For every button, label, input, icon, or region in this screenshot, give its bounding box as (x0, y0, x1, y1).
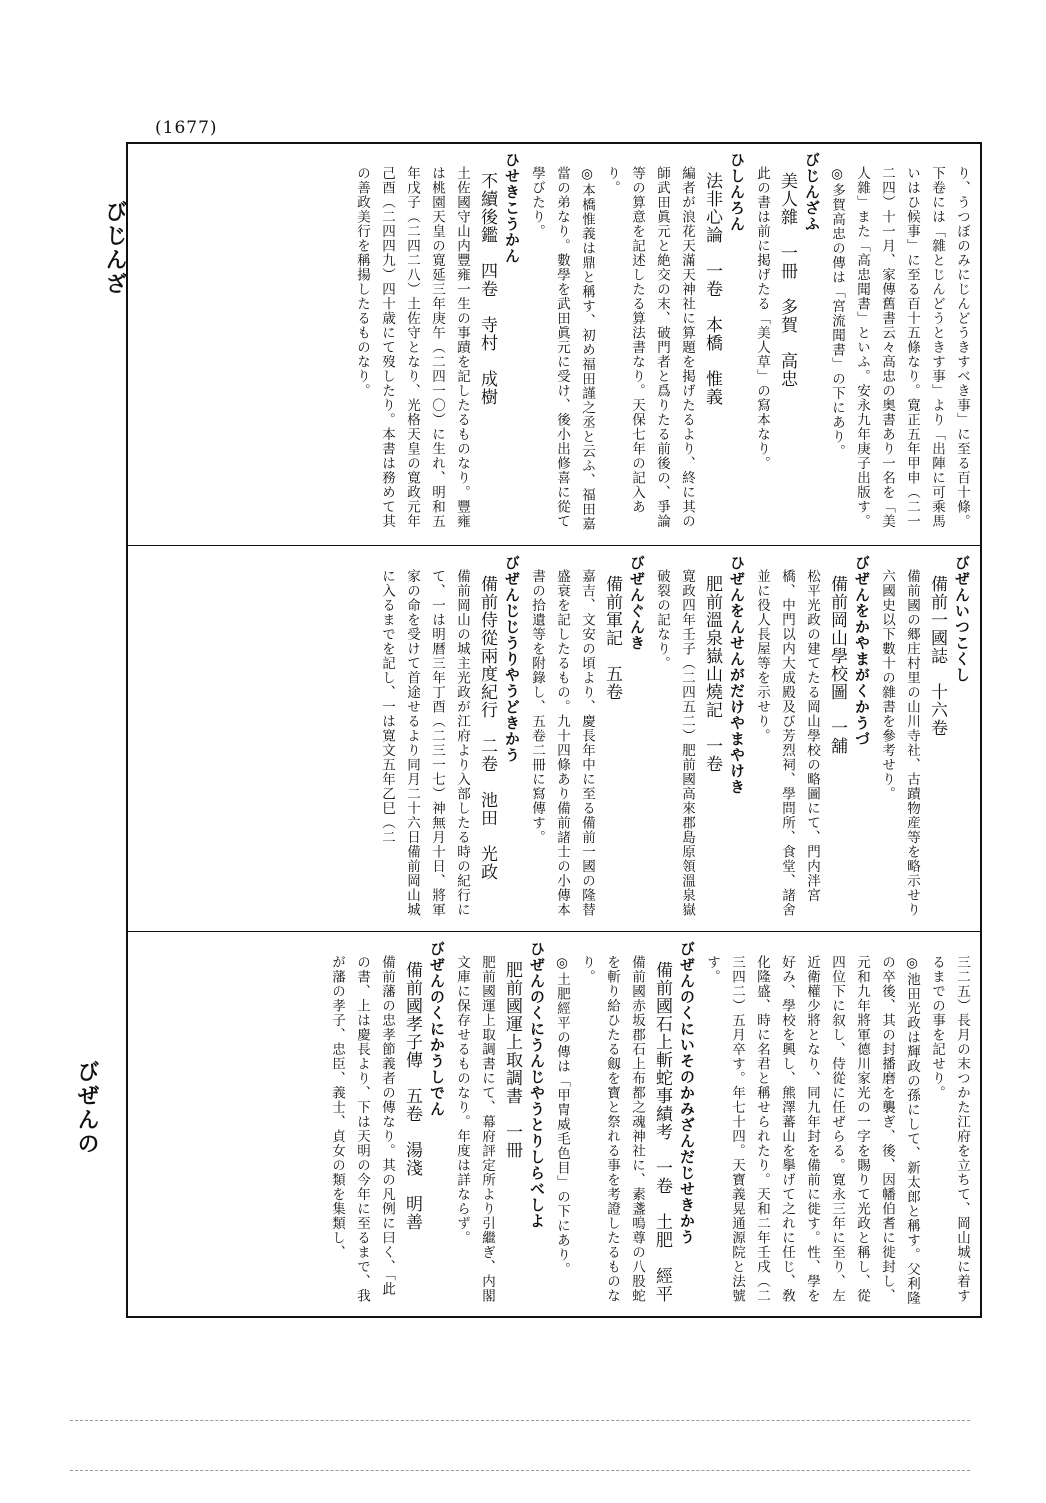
band3-head-6: ひぜんのくにうんじやうとりしらべしよ (528, 941, 546, 1229)
band1-title-3: 美人雜 一冊 多賀 高忠 (777, 172, 797, 389)
band-2-text (374, 555, 974, 922)
band2-text-14: 備前岡山の城主光政が江府より入部したる時の紀行にて、一は明暦三年丁酉（二三一七）神無月十日、將軍家の命を受けて首途せるより同月二十六日備前岡山城に入るまでを記し、一は寛文五年乙巳（二 (379, 568, 470, 917)
band1-text-1: ◎多賀高忠の傳は「宮流聞書」の下にあり。 (829, 165, 845, 458)
band3-title-10: 備前國孝子傳 五卷 湯淺 明善 (402, 961, 422, 1232)
band1-text-8: ◎本橋惟義は鼎と稱す、初め福田謹之丞と云ふ、福田嘉當の弟なり。數學を武田眞元に受け、後小出修喜に從て學びたり。 (529, 165, 595, 531)
band1-head-9: ひせきこうかん (503, 152, 521, 264)
band1-text-11: 土佐國守山内豐雍一生の事蹟を記したるものなり。豐雍は桃園天皇の寛延三年庚午（二四一〇）に生れ、明和五年戊子（二四二八）土佐守となり、光格天皇の寛政元年己酉（二四四九）四十歳にて歿したり。本書は務めて其の善政美行を稱揚したるものなり。 (354, 165, 470, 528)
band2-head-3: びぜんをかやまがくかうづ (853, 555, 871, 747)
entry-band-2 (128, 547, 980, 930)
band1-head-2: びじんざふ (803, 152, 821, 232)
band3-head-2: びぜんのくにいそのかみざんだじせきかう (678, 941, 696, 1245)
band3-title-3: 備前國石上斬蛇事績考 一卷 土肥 經平 (652, 961, 672, 1304)
band2-text-8: 寛政四年壬子（二四五二）肥前國高來郡島原領溫泉嶽破裂の記なり。 (654, 568, 695, 917)
entry-band-1 (128, 144, 980, 544)
band1-text-7: 編者が浪花天滿天神社に算題を掲げたるより、終に其の師武田眞元と絶交の末、破門者と爲りたる前後の、爭論等の算意を記述したる算法書なり。天保七年の記入あり。 (604, 165, 695, 528)
band-divider-2 (126, 931, 982, 932)
band2-text-11: 嘉吉、文安の頃より、慶長年中に至る備前一國の隆替盛衰を記したるもの。九十四條あり備前諸士の小傳本書の拾遺等を附錄し、五卷二冊に寫傳す。 (529, 568, 595, 917)
band-3-text (324, 941, 974, 1308)
band2-head-9: びぜんぐんき (628, 555, 646, 651)
band1-head-5: ひしんろん (728, 152, 746, 232)
band2-head-12: びぜんじじうりやうどきかう (503, 555, 521, 763)
band3-text-11: 備前藩の忠孝節義者の傳なり。其の凡例に曰く、「此の書、上は慶長より、下は天明の今年に至るまで、我が藩の孝子、忠臣、義士、貞女の類を集類し、 (329, 954, 395, 1303)
footer-dashed-rule-2 (70, 1470, 970, 1471)
band-divider-1 (126, 545, 982, 546)
band2-head-0: びぜんいつこくし (953, 555, 971, 683)
band2-text-5: 松平光政の建てたる岡山學校の略圖にて、門内泮宮橋、中門以内大成殿及び芳烈祠、學問所、食堂、諸舍並に役人長屋等を示せり。 (754, 568, 820, 917)
band-1-text (349, 152, 974, 536)
band2-title-10: 備前軍記 五卷 (602, 575, 622, 702)
entry-band-3 (128, 933, 980, 1316)
band2-head-6: ひぜんをんせんがだけやまやけき (728, 555, 746, 795)
band3-text-0: 三二五）長月の末つかた江府を立ちて、岡山城に着するまでの事を記せり。 (929, 954, 970, 1303)
band1-text-4: 此の書は前に掲げたる「美人草」の寫本なり。 (754, 165, 770, 470)
band2-title-1: 備前一國誌 十六卷 (927, 575, 947, 738)
band2-title-7: 肥前溫泉嶽山燒記 一卷 (702, 575, 722, 774)
band3-text-5: ◎土肥經平の傳は「甲冑威毛色目」の下にあり。 (554, 954, 570, 1276)
band3-text-4: 備前國赤坂郡石上布都之魂神社に、素盞嗚尊の八股蛇を斬り給ひたる劔を寶と祭れる事を考證したるものなり。 (579, 954, 645, 1303)
band1-text-0: り、うつぼのみにじんどうきすべき事」に至る百十條。下卷には「雜とじんどうときす事」より「出陣に可乘馬いはひ候事」に至る百十五條なり。寛正五年甲申（二一二四）十一月、家傳舊書云々高忠の奥書あり一名を「美人雜」また「高忠聞書」といふ。安永九年庚子出版す。 (854, 165, 970, 528)
side-label-bottom: びぜんの (74, 1060, 100, 1156)
band1-title-6: 法非心論 一卷 本橋 惟義 (702, 172, 722, 407)
band3-text-8: 肥前國運上取調書にて、幕府評定所より引繼ぎ、内閣文庫に保存せるものなり。年度は詳ならず。 (454, 954, 495, 1303)
band2-title-13: 備前侍從兩度紀行 二卷 池田 光政 (477, 575, 497, 882)
band2-title-4: 備前岡山學校圖 一舖 (827, 575, 847, 756)
band2-text-2: 備前國の郷庄村里の山川寺社、古蹟物産等を略示せり六國史以下數十の雜書を參考せり。 (879, 568, 920, 917)
band3-head-9: びぜんのくにかうしでん (428, 941, 446, 1117)
band3-text-1: ◎池田光政は輝政の孫にして、新太郎と稱す。父利隆の卒後、其の封播磨を襲ぎ、後、因幡伯耆に徙封し、元和九年將軍德川家光の一字を賜りて光政と稱し、從四位下に叙し、侍從に任ぜらる。寛永三年に至り、左近衛權少將となり、同九年封を備前に徙す。性、學を好み、學校を興し、熊澤蕃山を擧げて之れに任じ、敎化隆盛、時に名君と稱せられたり。天和二年壬戌（二三四二）五月卒す。年七十四。天寶義晃通源院と法號す。 (704, 954, 920, 1305)
band1-title-10: 不續後鑑 四卷 寺村 成樹 (477, 172, 497, 407)
page-number: (1677) (155, 118, 218, 138)
band3-title-7: 肥前國運上取調書 一冊 (502, 961, 522, 1160)
side-label-top: びじんざ (102, 200, 128, 296)
footer-dashed-rule (70, 1420, 970, 1421)
